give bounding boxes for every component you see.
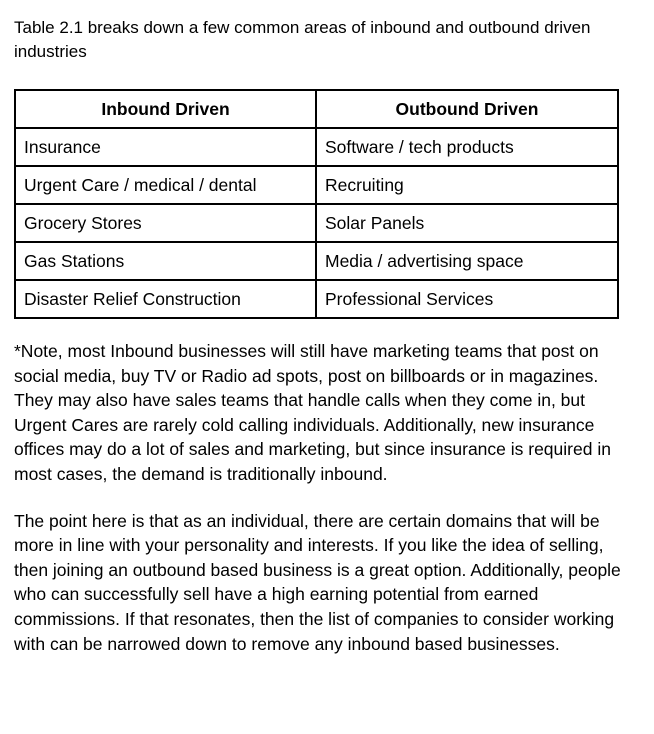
outbound-cell: Recruiting [316,166,618,204]
table-row [15,242,618,280]
table-row [15,280,618,318]
conclusion-paragraph: The point here is that as an individual, there are certain domains that will be more in line with your personality and interests. If you like the idea of selling, then joining an outbound based business is a great option. Additionally, people who can successfully sell have a high earning potential from earned commissions. If that resonates, then the list of companies to consider working with can be narrowed down to remove any inbound based businesses. [14,510,621,654]
inbound-cell: Gas Stations [15,242,316,280]
document-page [14,16,624,678]
table-row [15,166,618,204]
outbound-cell: Professional Services [316,280,618,318]
inbound-cell: Urgent Care / medical / dental [15,166,316,204]
inbound-cell: Insurance [15,128,316,166]
header-inbound-driven: Inbound Driven [15,90,316,128]
table-row [15,128,618,166]
inbound-cell: Disaster Relief Construction [15,280,316,318]
table-header-row [15,90,618,128]
table-intro-text: Table 2.1 breaks down a few common areas of inbound and outbound driven industries [14,18,591,61]
outbound-cell: Software / tech products [316,128,618,166]
table-row [15,204,618,242]
outbound-cell: Solar Panels [316,204,618,242]
outbound-cell: Media / advertising space [316,242,618,280]
header-outbound-driven: Outbound Driven [316,90,618,128]
note-paragraph: *Note, most Inbound businesses will still have marketing teams that post on social media, buy TV or Radio ad spots, post on billboards or in magazines. They may also have sales teams that handle calls when they come in, but Urgent Cares are rarely cold calling individuals. Additionally, new insurance offices may do a lot of sales and marketing, but since insurance is required in most cases, the demand is traditionally inbound. [14,341,611,484]
industry-breakdown-table [14,89,619,319]
inbound-cell: Grocery Stores [15,204,316,242]
